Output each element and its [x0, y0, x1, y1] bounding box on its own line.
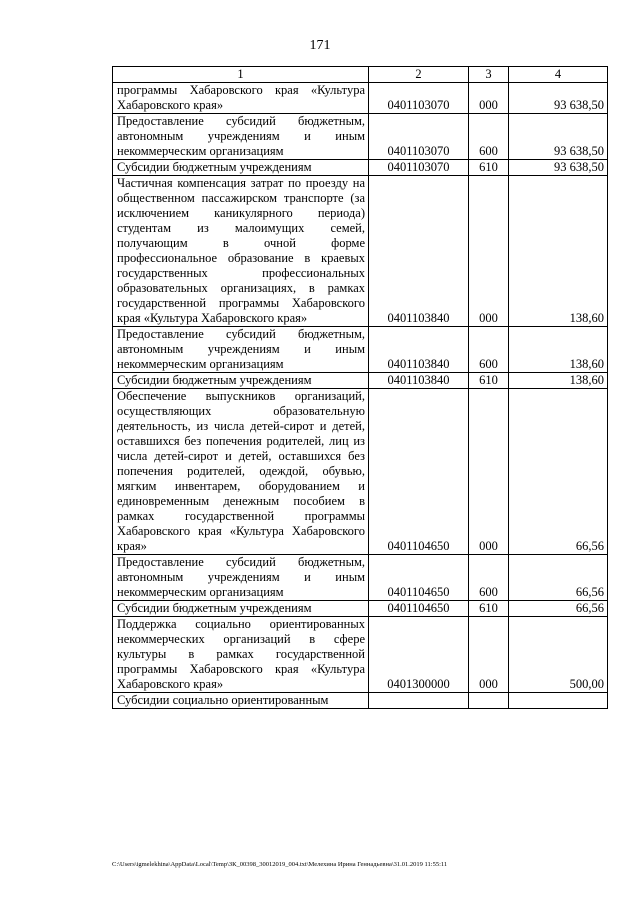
- row-vr-cell: 600: [469, 555, 509, 601]
- row-vr-cell: 610: [469, 601, 509, 617]
- row-vr-cell: 610: [469, 160, 509, 176]
- row-code-cell: 0401104650: [369, 389, 469, 555]
- row-code-cell: 0401103070: [369, 114, 469, 160]
- row-vr-cell: [469, 693, 509, 709]
- row-name-cell: Субсидии бюджетным учреждениям: [113, 373, 369, 389]
- row-code-cell: 0401103070: [369, 160, 469, 176]
- row-name-cell: Субсидии бюджетным учреждениям: [113, 160, 369, 176]
- table-row: [113, 693, 608, 709]
- budget-table: [112, 66, 608, 709]
- row-name-cell: Субсидии бюджетным учреждениям: [113, 601, 369, 617]
- row-sum-cell: 138,60: [509, 373, 608, 389]
- row-code-cell: 0401103840: [369, 176, 469, 327]
- row-name-cell: Предоставление субсидий бюджетным, автономным учреждениям и иным некоммерческим организациям: [113, 555, 369, 601]
- row-vr-cell: 600: [469, 114, 509, 160]
- row-sum-cell: [509, 693, 608, 709]
- row-code-cell: 0401103840: [369, 373, 469, 389]
- table-row: [113, 555, 608, 601]
- table-row: [113, 83, 608, 114]
- row-name-cell: программы Хабаровского края «Культура Хабаровского края»: [113, 83, 369, 114]
- row-sum-cell: 66,56: [509, 601, 608, 617]
- footer-file-path: C:\Users\igmelekhina\AppData\Local\Temp\ЗК_00398_30012019_004.txt\Мелехина Ирина Геннадьевна\31.01.2019 11:55:11: [112, 861, 448, 868]
- row-name-cell: Частичная компенсация затрат по проезду на общественном пассажирском транспорте (за исключением каникулярного периода) студентам из малоимущих семей, получающим в очной форме профессиональное образование в краевых государственных профессиональных образовательных организациях, в рамках государственной программы Хабаровского края «Культура Хабаровского края»: [113, 176, 369, 327]
- row-name-cell: Поддержка социально ориентированных некоммерческих организаций в сфере культуры в рамках государственной программы Хабаровского края «Культура Хабаровского края»: [113, 617, 369, 693]
- row-sum-cell: 500,00: [509, 617, 608, 693]
- row-code-cell: [369, 693, 469, 709]
- table-row: [113, 373, 608, 389]
- column-header-sum: 4: [509, 67, 608, 83]
- row-vr-cell: 000: [469, 83, 509, 114]
- table-row: [113, 617, 608, 693]
- table-row: [113, 327, 608, 373]
- row-code-cell: 0401103840: [369, 327, 469, 373]
- row-sum-cell: 93 638,50: [509, 83, 608, 114]
- row-vr-cell: 610: [469, 373, 509, 389]
- row-sum-cell: 66,56: [509, 389, 608, 555]
- row-name-cell: Предоставление субсидий бюджетным, автономным учреждениям и иным некоммерческим организациям: [113, 327, 369, 373]
- row-code-cell: 0401104650: [369, 555, 469, 601]
- table-row: [113, 601, 608, 617]
- row-sum-cell: 138,60: [509, 176, 608, 327]
- row-sum-cell: 66,56: [509, 555, 608, 601]
- row-name-cell: Предоставление субсидий бюджетным, автономным учреждениям и иным некоммерческим организациям: [113, 114, 369, 160]
- row-vr-cell: 000: [469, 389, 509, 555]
- row-vr-cell: 000: [469, 176, 509, 327]
- table-row: [113, 176, 608, 327]
- row-vr-cell: 000: [469, 617, 509, 693]
- row-sum-cell: 93 638,50: [509, 114, 608, 160]
- column-header-vr: 3: [469, 67, 509, 83]
- row-vr-cell: 600: [469, 327, 509, 373]
- row-code-cell: 0401300000: [369, 617, 469, 693]
- row-sum-cell: 138,60: [509, 327, 608, 373]
- table-row: [113, 389, 608, 555]
- row-code-cell: 0401103070: [369, 83, 469, 114]
- table-row: [113, 160, 608, 176]
- row-name-cell: Субсидии социально ориентированным: [113, 693, 369, 709]
- row-code-cell: 0401104650: [369, 601, 469, 617]
- row-name-cell: Обеспечение выпускников организаций, осуществляющих образовательную деятельность, из числа детей-сирот и детей, оставшихся без попечения родителей, лиц из числа детей-сирот и детей, оставшихся без попечения родителей, одеждой, обувью, мягким инвентарем, оборудованием и единовременным денежным пособием в рамках государственной программы Хабаровского края «Культура Хабаровского края»: [113, 389, 369, 555]
- column-header-name: 1: [113, 67, 369, 83]
- column-header-code: 2: [369, 67, 469, 83]
- page-number: 171: [309, 38, 331, 53]
- table-header-row: [113, 67, 608, 83]
- table-row: [113, 114, 608, 160]
- row-sum-cell: 93 638,50: [509, 160, 608, 176]
